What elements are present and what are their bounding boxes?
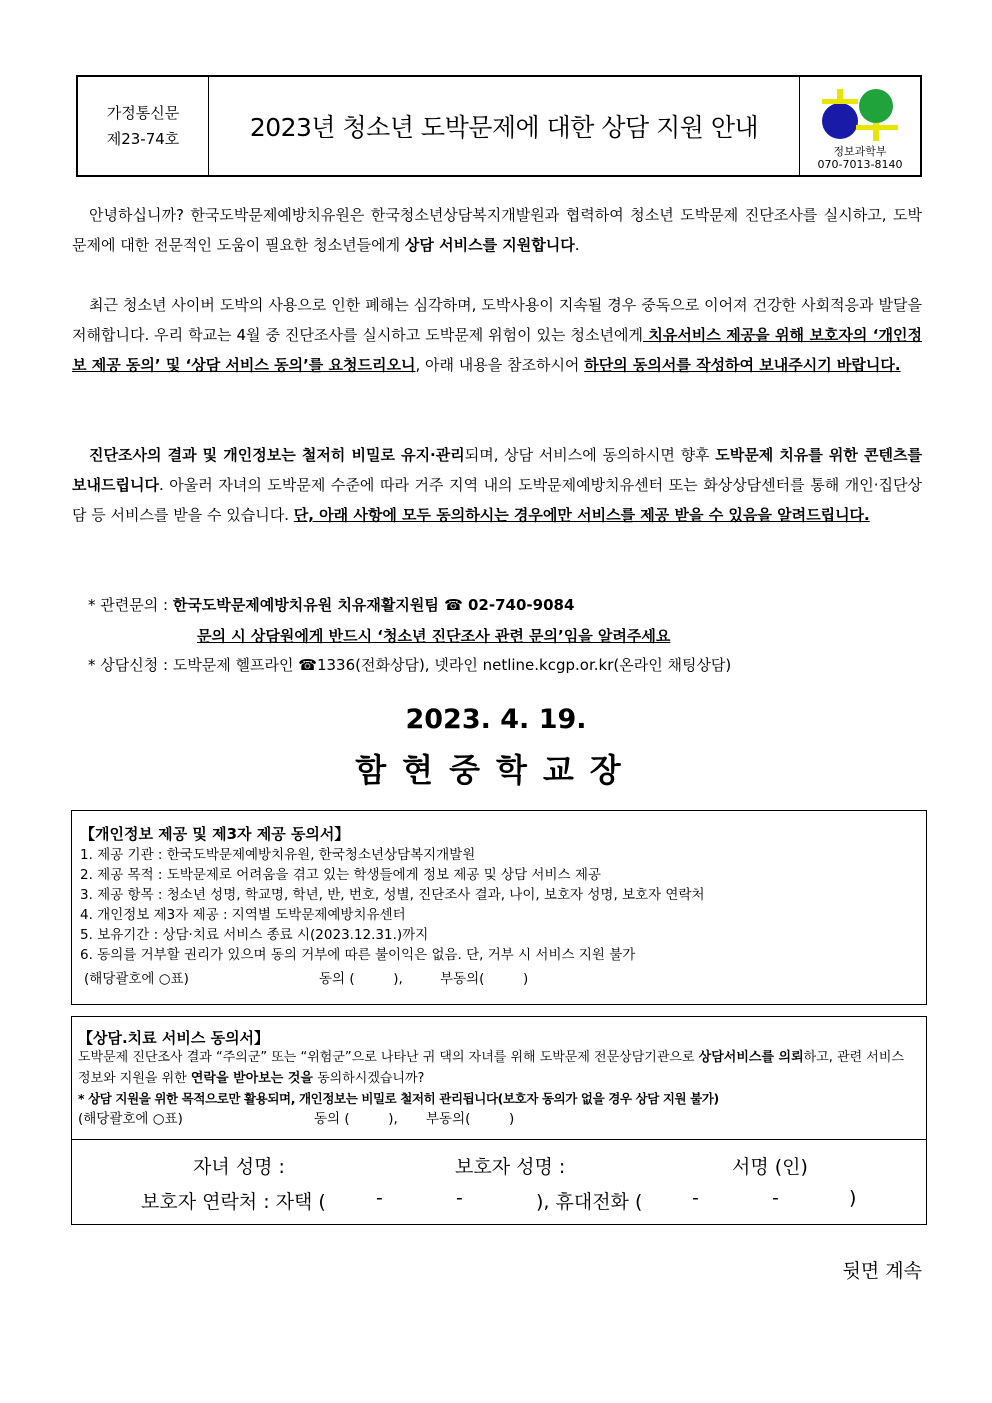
p2-text: 최근 청소년 사이버 도박의 사용으로 인한 폐해는 심각하며, 도박사용이 지속될 경우 중독으로 이어져 건강한 사회적응과 발달을 저해합니다. 우리 학교는 4월 중 진단조사를 실시하고 도박문제 위험이 있는 청소년에게	[72, 296, 922, 344]
paragraph-1	[72, 200, 922, 260]
p3-bold-2: 도박문제 치유를 위한 콘텐츠를 보내드립니다	[72, 446, 922, 494]
p1-end: .	[574, 236, 580, 254]
consent2-text-b: 상담서비스를 의뢰	[698, 1050, 804, 1065]
p3-condition: 단, 아래 사항에 모두 동의하시는 경우에만 서비스를 제공 받을 수 있음을 알려드립니다.	[293, 506, 870, 524]
consent1-items	[80, 845, 705, 965]
consent2-notice: * 상담 지원을 위한 목적으로만 활용되며, 개인정보는 비밀로 철저히 관리됩니다(보호자 동의가 없을 경우 상담 지원 불가)	[78, 1091, 719, 1106]
consent1-title: 【개인정보 제공 및 제3자 제공 동의서】	[80, 825, 350, 843]
consent1-agree-field[interactable]: 동의 ( ),	[319, 971, 403, 987]
mobile-phone-label: ), 휴대전화 (	[536, 1191, 643, 1213]
consent2-text-a: 도박문제 진단조사 결과 “주의군” 또는 “위험군”으로 나타난 귀 댁의 자녀를 위해 도박문제 전문상담기관으로	[78, 1050, 699, 1065]
contact-line-2	[88, 651, 731, 680]
notice-number: 제23-74호	[106, 130, 180, 148]
principal-name: 함현중학교장	[355, 751, 637, 789]
header-box	[76, 75, 922, 177]
department-name: 정보과학부	[833, 145, 887, 158]
p3-bold-1: 진단조사의 결과 및 개인정보는 철저히 비밀로 유지·관리	[89, 446, 465, 464]
consent2-title: 【상담.치료 서비스 동의서】	[78, 1029, 270, 1047]
consent2-text-f: 동의하시겠습니까?	[312, 1071, 425, 1086]
p1-bold: 상담 서비스를 지원합니다	[404, 236, 575, 254]
date: 2023. 4. 19.	[405, 704, 587, 735]
signature-area	[72, 1139, 926, 1226]
home-phone-label: 보호자 연락처 : 자택 (	[141, 1191, 326, 1213]
mobile-phone-dash: -	[772, 1187, 779, 1209]
p2-request: 하단의 동의서를 작성하여 보내주시기 바랍니다.	[584, 356, 901, 374]
department-cell	[799, 77, 920, 175]
consent2-agree-field[interactable]: 동의 ( ),	[314, 1111, 398, 1127]
contact-value: 한국도박문제예방치유원 치유재활지원팀 ☎ 02-740-9084	[172, 596, 575, 614]
school-logo-icon	[812, 83, 908, 145]
consent2-text-c: 하고, 관련 서비스	[803, 1050, 904, 1065]
contact-line-1	[88, 591, 574, 620]
contact-label: * 관련문의 :	[88, 596, 173, 614]
home-phone-dash: -	[456, 1187, 463, 1209]
continued-on-back: 뒷면 계속	[842, 1260, 922, 1282]
paragraph-3	[72, 440, 922, 530]
paragraph-2	[72, 290, 922, 380]
contact-note	[197, 622, 670, 651]
consent2-mark-label: (해당괄호에 ○표)	[78, 1111, 183, 1127]
consent2-text-e: 연락을 받아보는 것을	[190, 1071, 313, 1086]
helpline-value: 도박문제 헬프라인 ☎1336(전화상담), 넷라인 netline.kcgp.or.kr(온라인 채팅상담)	[172, 656, 732, 674]
notice-category: 가정통신문	[106, 104, 180, 122]
guardian-name-field[interactable]: 보호자 성명 :	[455, 1156, 566, 1178]
consent2-text-line2	[78, 1069, 424, 1089]
p3-text-1: 되며, 상담 서비스에 동의하시면 향후	[464, 446, 716, 464]
p2-underlined: 치유서비스 제공을 위해 보호자의 ‘개인정보 제공 동의’ 및 ‘상담 서비스 동의’를 요청드리오니	[72, 326, 922, 374]
consent1-item: 5. 보유기간 : 상담·치료 서비스 종료 시(2023.12.31.)까지	[80, 927, 429, 943]
p3-text-2: . 아울러 자녀의 도박문제 수준에 따라 거주 지역 내의 도박문제예방치유센터 또는 화상상담센터를 통해 개인·집단상담 등 서비스를 받을 수 있습니다.	[72, 476, 922, 524]
helpline-label: * 상담신청 :	[88, 656, 173, 674]
privacy-consent-form	[71, 810, 927, 1005]
mobile-phone-dash: -	[692, 1187, 699, 1209]
consent1-item: 1. 제공 기관 : 한국도박문제예방치유원, 한국청소년상담복지개발원	[80, 847, 476, 863]
contact-note-text: 문의 시 상담원에게 반드시 ‘청소년 진단조사 관련 문의’임을 알려주세요	[197, 627, 671, 645]
home-phone-dash: -	[376, 1187, 383, 1209]
consent1-item: 3. 제공 항목 : 청소년 성명, 학교명, 학년, 반, 번호, 성별, 진단조사 결과, 나이, 보호자 성명, 보호자 연락처	[80, 887, 705, 903]
consent2-text-d: 정보와 지원을 위한	[78, 1071, 191, 1086]
consent1-item: 2. 제공 목적 : 도박문제로 어려움을 겪고 있는 학생들에게 정보 제공 및 상담 서비스 제공	[80, 867, 601, 883]
consent1-mark-label: (해당괄호에 ○표)	[84, 971, 189, 987]
notice-number-cell	[78, 77, 209, 175]
consent2-text-line1	[78, 1048, 904, 1068]
mobile-phone-close: )	[849, 1187, 857, 1209]
department-phone: 070-7013-8140	[817, 158, 903, 171]
consent1-item: 6. 동의를 거부할 권리가 있으며 동의 거부에 따른 불이익은 없음. 단, 거부 시 서비스 지원 불가	[80, 947, 636, 963]
consent1-item: 4. 개인정보 제3자 제공 : 지역별 도박문제예방치유센터	[80, 907, 406, 923]
child-name-field[interactable]: 자녀 성명 :	[193, 1156, 285, 1178]
counseling-consent-form	[71, 1016, 927, 1225]
p2-text-mid: , 아래 내용을 참조하시어	[415, 356, 585, 374]
consent2-disagree-field[interactable]: 부동의( )	[426, 1111, 515, 1127]
signature-field[interactable]: 서명 (인)	[732, 1156, 808, 1178]
page-title: 2023년 청소년 도박문제에 대한 상담 지원 안내	[249, 113, 759, 142]
consent1-disagree-field[interactable]: 부동의( )	[440, 971, 529, 987]
p1-text: 안녕하십니까? 한국도박문제예방치유원은 한국청소년상담복지개발원과 협력하여 청소년 도박문제 진단조사를 실시하고, 도박문제에 대한 전문적인 도움이 필요한 청소년들에게	[72, 206, 922, 254]
